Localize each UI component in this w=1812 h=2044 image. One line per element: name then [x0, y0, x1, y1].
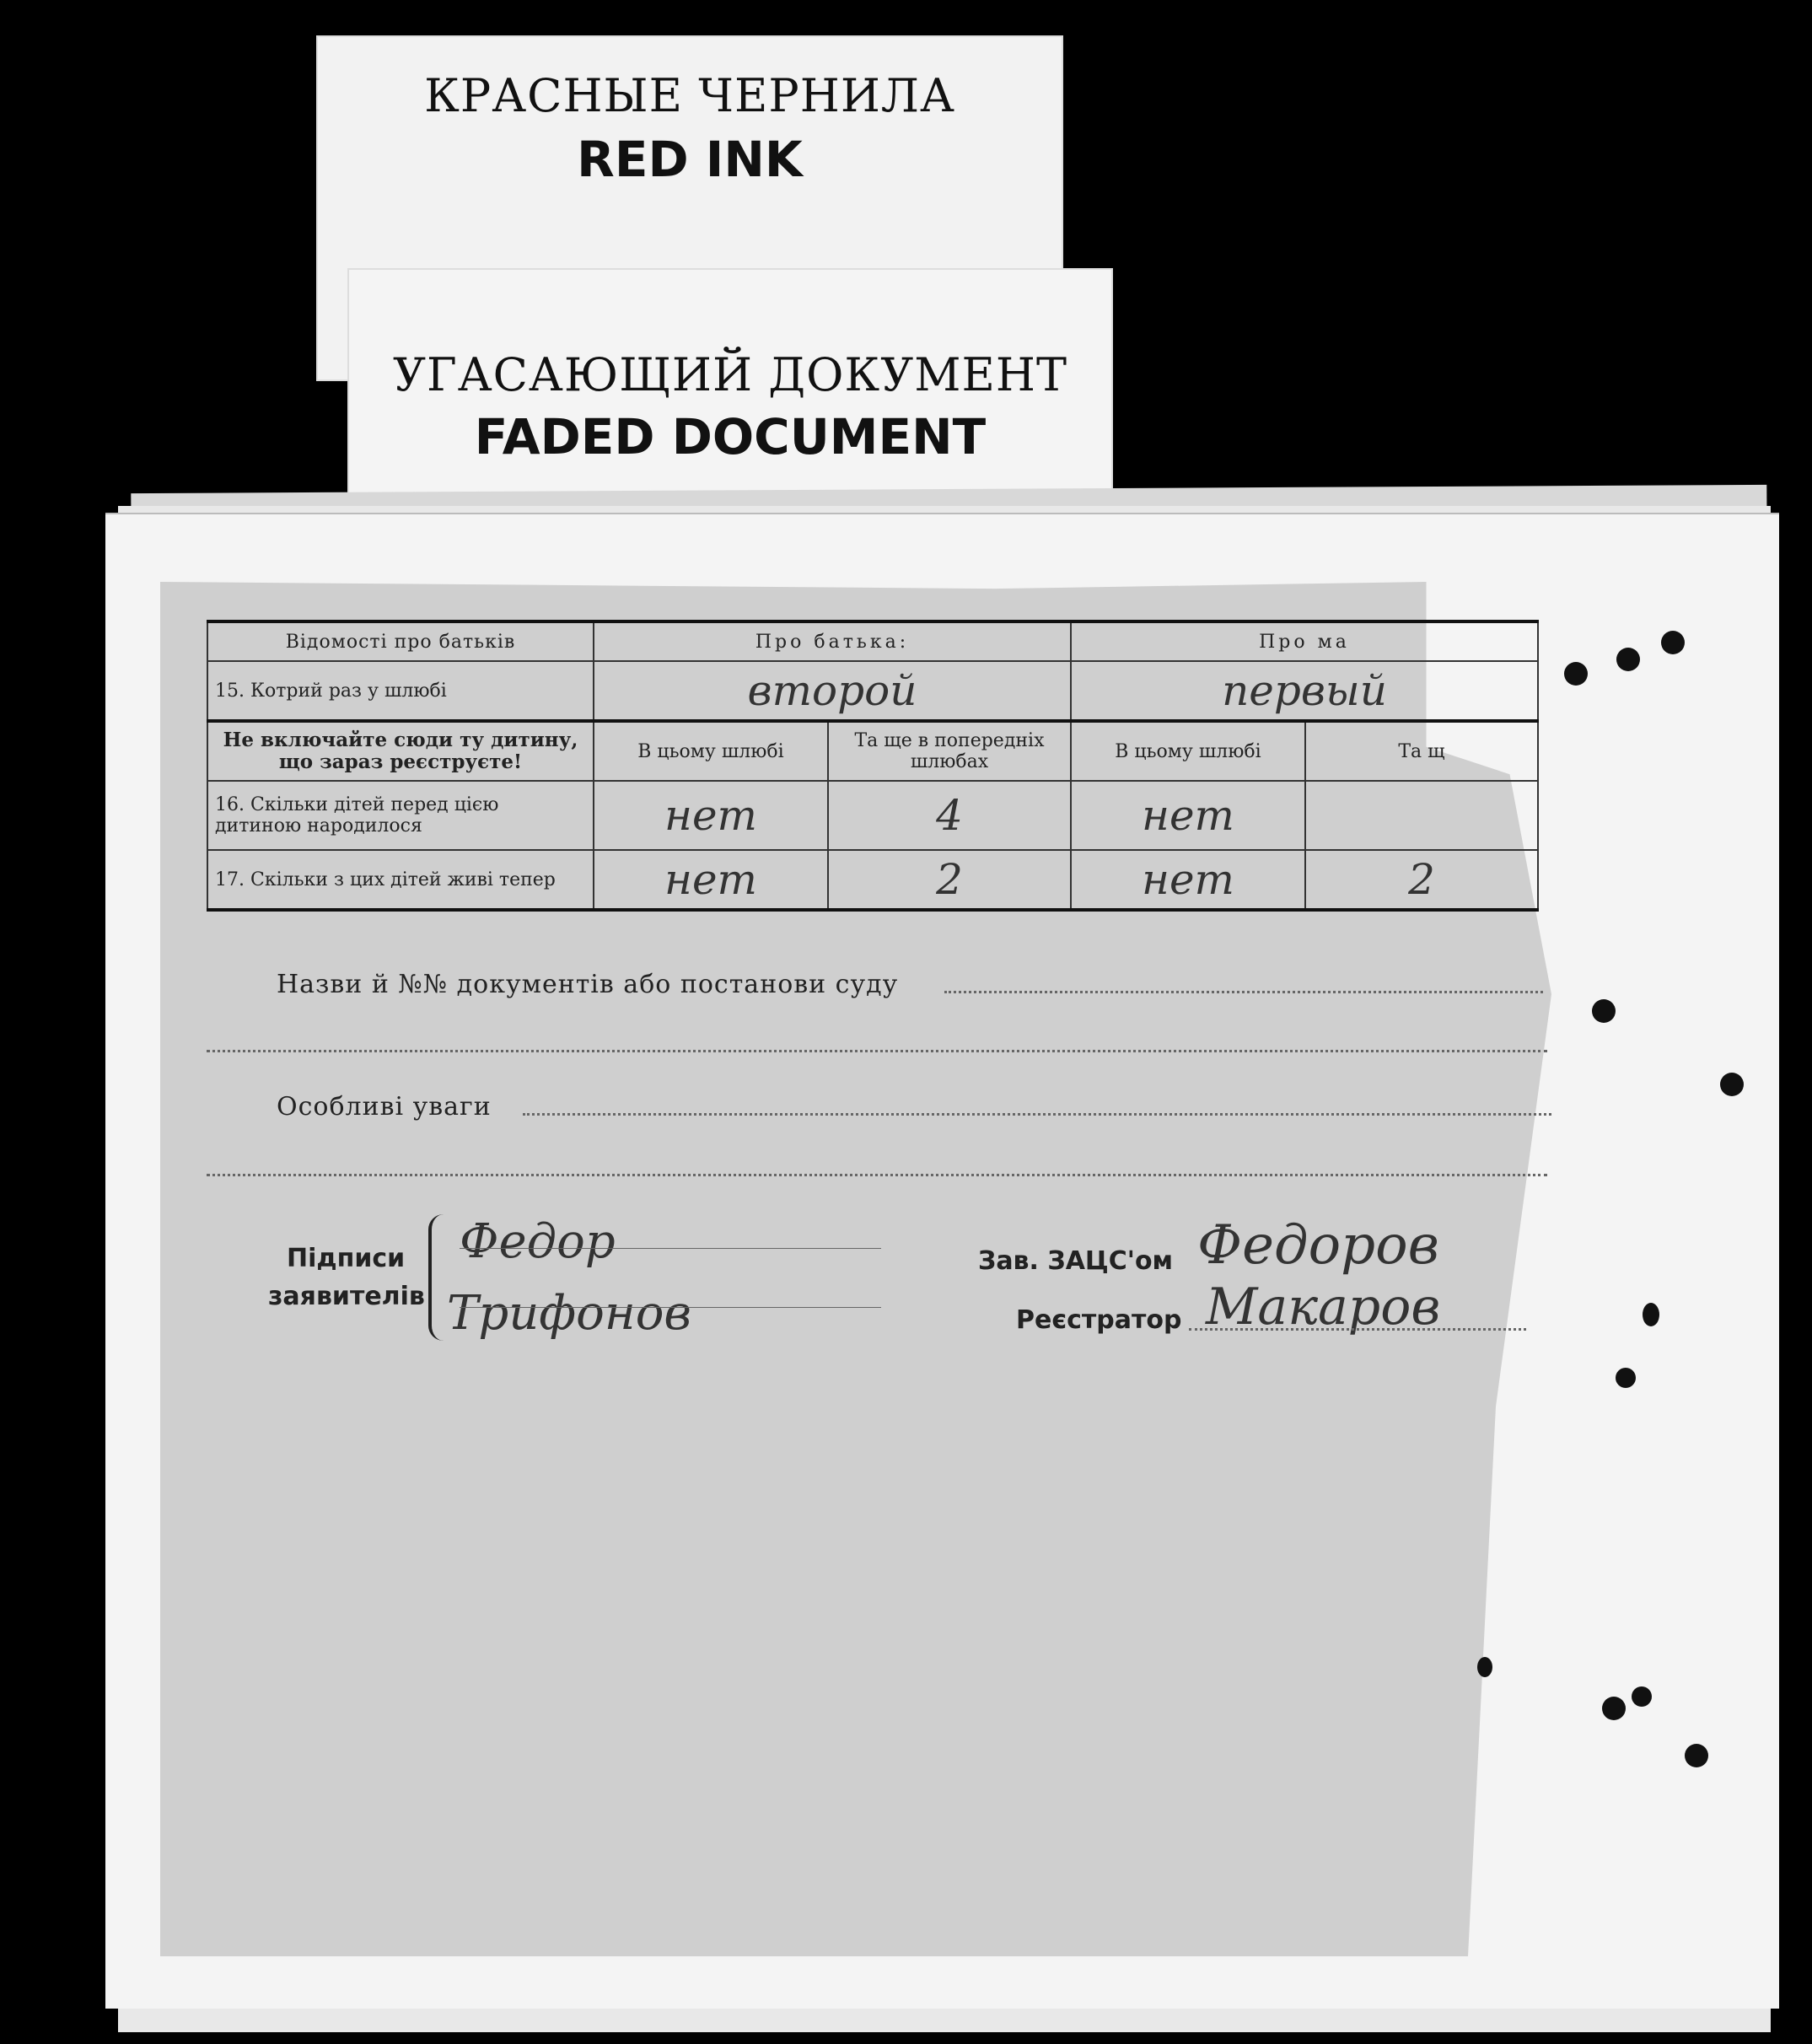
registration-form [207, 620, 1539, 912]
exclude-child-note: Не включайте сюди ту дитину, що зараз реєструєте! [207, 721, 594, 781]
row16-label: 16. Скільки дітей перед цією дитиною народилося [207, 781, 594, 850]
faded-label-en: FADED DOCUMENT [474, 408, 987, 465]
subheader-this-marriage-mother: В цьому шлюбі [1071, 721, 1305, 781]
row16-mother-this: нет [1071, 781, 1305, 850]
remarks-label: Особливі уваги [277, 1092, 492, 1122]
subheader-previous-mother: Та щ [1305, 721, 1538, 781]
faded-document-label-card [347, 268, 1113, 513]
applicant-1-line [460, 1248, 881, 1249]
documents-line [944, 991, 1543, 993]
subheader-previous-marriages: Та ще в попередніх шлюбах [828, 721, 1071, 781]
punch-hole [1592, 999, 1616, 1023]
punch-hole [1602, 1697, 1626, 1720]
applicant-2-signature: Трифонов [447, 1286, 692, 1341]
punch-hole [1661, 631, 1685, 654]
row17-father-previous: 2 [828, 850, 1071, 910]
applicant-1-signature: Федор [460, 1214, 616, 1269]
row17-label: 17. Скільки з цих дітей живі тепер [207, 850, 594, 910]
row17-mother-this: нет [1071, 850, 1305, 910]
documents-label: Назви й №№ документів або постанови суду [277, 970, 899, 999]
header-father: Про батька: [594, 621, 1071, 661]
registrar-signature: Макаров [1206, 1278, 1441, 1337]
applicants-label-1: Підписи [287, 1244, 406, 1273]
remarks-line [523, 1113, 1551, 1116]
punch-hole [1564, 662, 1588, 686]
remarks-line-2 [207, 1174, 1547, 1176]
row15-father-value: второй [594, 661, 1071, 721]
head-label: Зав. ЗАЦС'ом [978, 1246, 1174, 1276]
head-signature: Федоров [1197, 1214, 1439, 1277]
punch-hole [1720, 1073, 1744, 1096]
header-parents-info: Відомості про батьків [207, 621, 594, 661]
header-mother: Про ма [1071, 621, 1538, 661]
row15-mother-value: первый [1071, 661, 1538, 721]
row15-label: 15. Котрий раз у шлюбі [207, 661, 594, 721]
faded-label-ru: УГАСАЮЩИЙ ДОКУМЕНТ [392, 348, 1068, 401]
subheader-this-marriage: В цьому шлюбі [594, 721, 828, 781]
punch-hole [1685, 1744, 1708, 1767]
punch-hole [1632, 1686, 1652, 1707]
red-ink-label-ru: КРАСНЫЕ ЧЕРНИЛА [424, 69, 955, 122]
registrar-line [1189, 1328, 1526, 1331]
punch-hole [1643, 1303, 1659, 1326]
registrar-label: Реєстратор [1016, 1305, 1182, 1335]
row17-mother-previous: 2 [1305, 850, 1538, 910]
applicants-label-2: заявителів [268, 1282, 425, 1311]
red-ink-label-en: RED INK [577, 131, 803, 188]
applicants-bracket [428, 1214, 444, 1341]
punch-hole [1616, 1368, 1636, 1388]
parents-info-table [207, 620, 1539, 912]
row17-father-this: нет [594, 850, 828, 910]
documents-line-2 [207, 1050, 1547, 1052]
punch-hole [1616, 648, 1640, 671]
row16-father-previous: 4 [828, 781, 1071, 850]
applicant-2-line [460, 1307, 881, 1308]
row16-mother-previous [1305, 781, 1538, 850]
punch-hole [1477, 1657, 1492, 1677]
row16-father-this: нет [594, 781, 828, 850]
